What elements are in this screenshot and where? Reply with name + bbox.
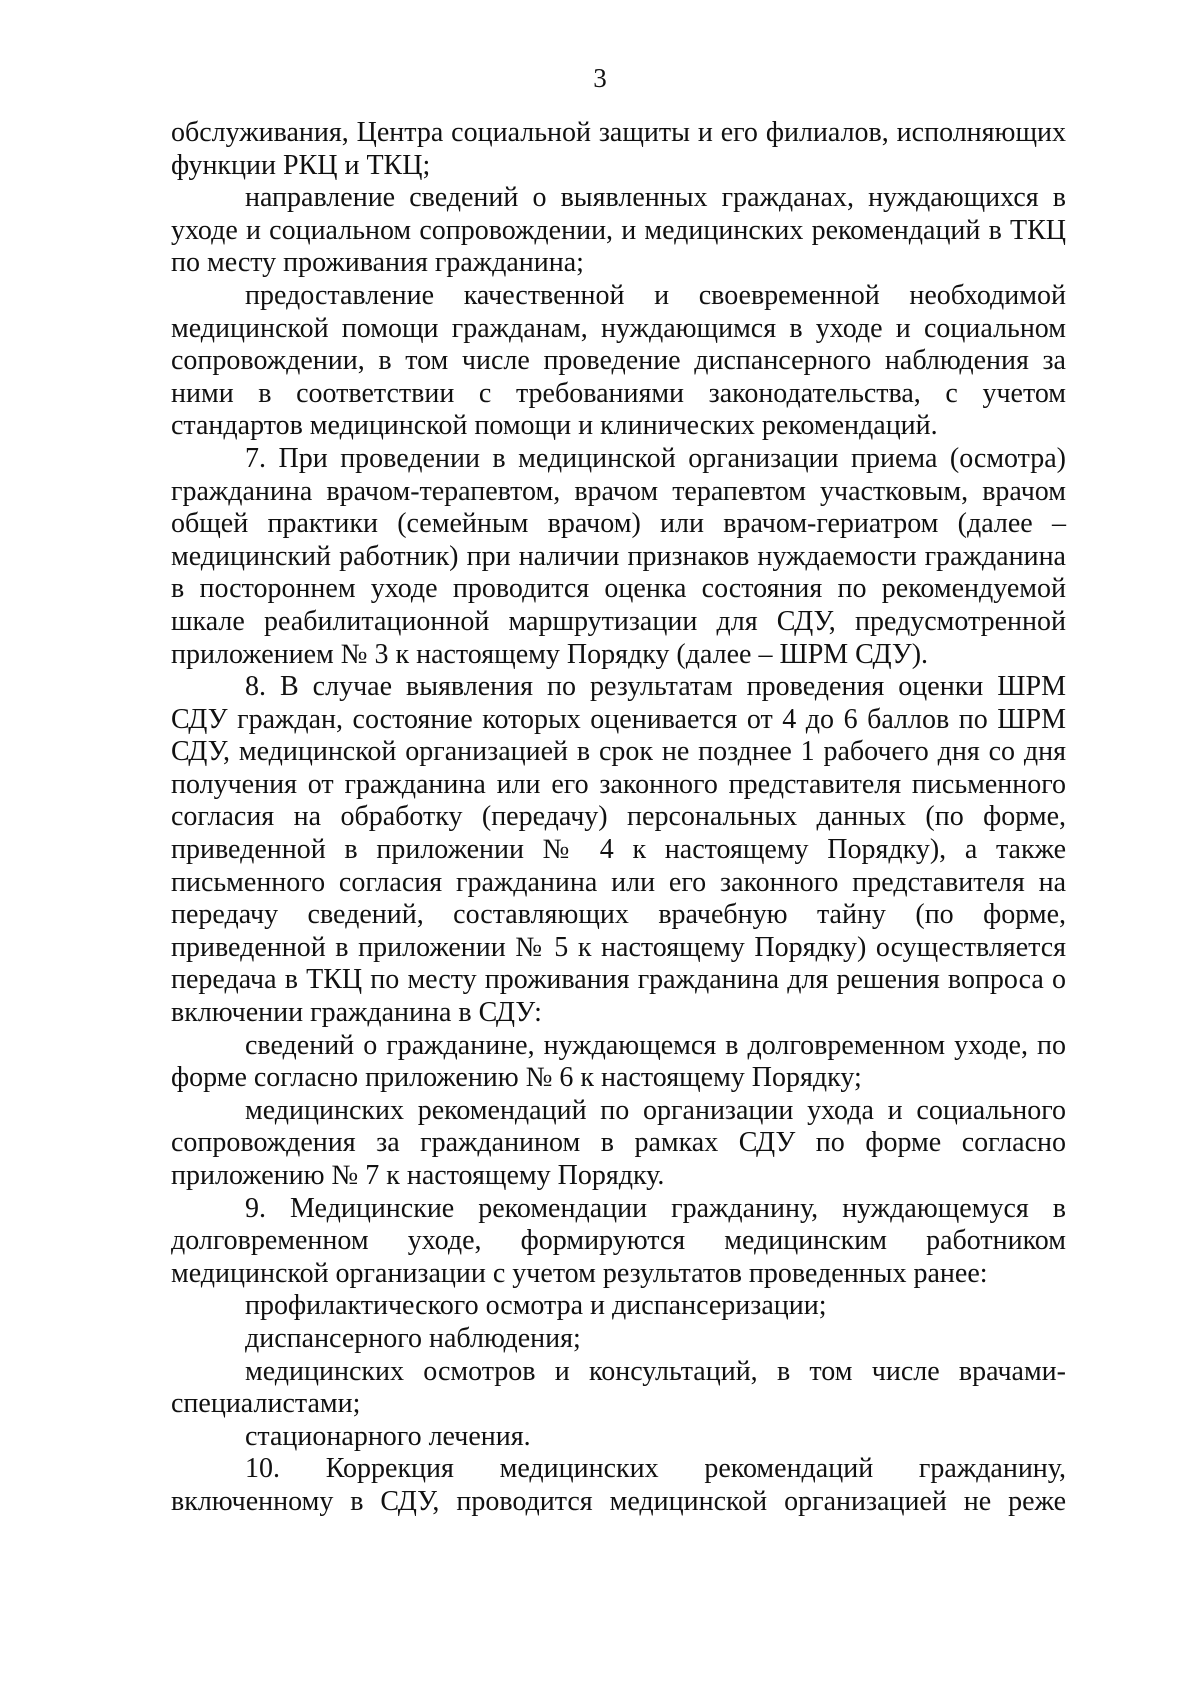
paragraph: сведений о гражданине, нуждающемся в долговременном уходе, по форме согласно приложению № 6 к настоящему Порядку; (171, 1029, 1066, 1094)
paragraph: 10. Коррекция медицинских рекомендаций гражданину, включенному в СДУ, проводится медицинской организацией не реже (171, 1453, 1066, 1517)
document-body (171, 117, 1066, 1519)
paragraph: 9. Медицинские рекомендации гражданину, нуждающемуся в долговременном уходе, формируются медицинским работником медицинской организации с учетом результатов проведенных ранее: (171, 1192, 1066, 1289)
paragraph: 8. В случае выявления по результатам проведения оценки ШРМ СДУ граждан, состояние которых оценивается от 4 до 6 баллов по ШРМ СДУ, медицинской организацией в срок не позднее 1 рабочего дня со дня получения от гражданина или его законного представителя письменного согласия на обработку (передачу) персональных данных (по форме, приведенной в приложении № 4 к настоящему Порядку), а также письменного согласия гражданина или его законного представителя на передачу сведений, составляющих врачебную тайну (по форме, приведенной в приложении № 5 к настоящему Порядку) осуществляется передача в ТКЦ по месту проживания гражданина для решения вопроса о включении гражданина в СДУ: (171, 671, 1066, 1029)
paragraph: предоставление качественной и своевременной необходимой медицинской помощи гражданам, нуждающимся в уходе и социальном сопровождении, в том числе проведение диспансерного наблюдения за ними в соответствии с требованиями законодательства, с учетом стандартов медицинской помощи и клинических рекомендаций. (171, 279, 1066, 442)
paragraph: диспансерного наблюдения; (245, 1322, 581, 1354)
paragraph: обслуживания, Центра социальной защиты и его филиалов, исполняющих функции РКЦ и ТКЦ; (171, 117, 1066, 181)
paragraph: 7. При проведении в медицинской организации приема (осмотра) гражданина врачом-терапевтом, врачом терапевтом участковым, врачом общей практики (семейным врачом) или врачом-гериатром (далее – медицинский работник) при наличии признаков нуждаемости гражданина в постороннем уходе проводится оценка состояния по рекомендуемой шкале реабилитационной маршрутизации для СДУ, предусмотренной приложением № 3 к настоящему Порядку (далее – ШРМ СДУ). (171, 442, 1066, 670)
paragraph: стационарного лечения. (245, 1420, 531, 1452)
paragraph: медицинских осмотров и консультаций, в том числе врачами-специалистами; (171, 1355, 1066, 1420)
paragraph: профилактического осмотра и диспансеризации; (245, 1290, 827, 1322)
paragraph: медицинских рекомендаций по организации ухода и социального сопровождения за гражданином в рамках СДУ по форме согласно приложению № 7 к настоящему Порядку. (171, 1094, 1066, 1191)
page-number: 3 (593, 63, 607, 93)
paragraph: направление сведений о выявленных гражданах, нуждающихся в уходе и социальном сопровождении, и медицинских рекомендаций в ТКЦ по месту проживания гражданина; (171, 182, 1066, 279)
